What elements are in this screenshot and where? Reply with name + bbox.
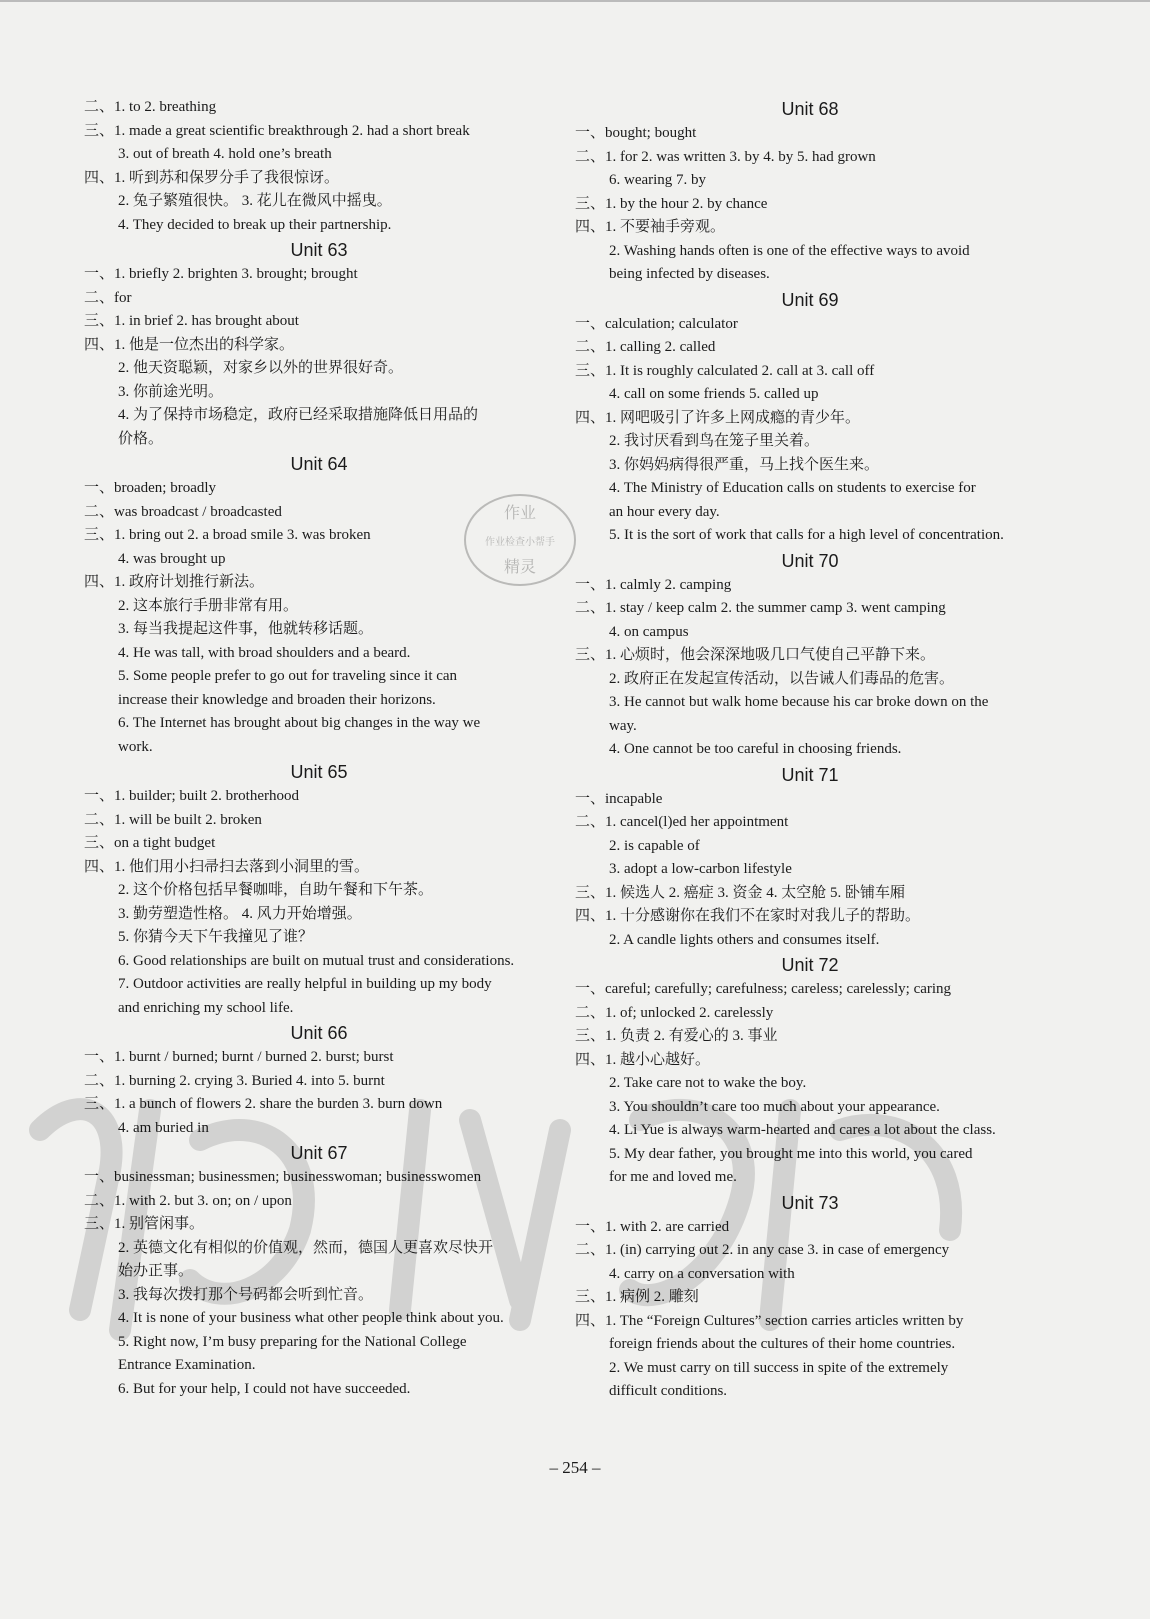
page-number: – 254 – xyxy=(549,1458,601,1477)
answer-text: 1. 听到苏和保罗分手了我很惊讶。 xyxy=(114,169,340,186)
answer-text: 1. cancel(l)ed her appointment xyxy=(605,814,789,830)
answer-text: 1. 不要袖手旁观。 xyxy=(605,219,726,235)
answer-continuation: 6. Good relationships are built on mutual trust and considerations. xyxy=(118,952,515,969)
answer-text: bought; bought xyxy=(605,125,697,141)
answer-continuation: 4. The Ministry of Education calls on students to exercise for xyxy=(609,480,976,496)
answer-row xyxy=(575,407,1045,431)
section-number: 二、 xyxy=(84,1192,115,1209)
answer-row xyxy=(84,785,554,809)
answer-text: 1. by the hour 2. by chance xyxy=(605,195,768,212)
answer-continuation: being infected by diseases. xyxy=(609,266,770,282)
answer-text: 1. with 2. but 3. on; on / upon xyxy=(114,1192,292,1209)
answer-row xyxy=(575,978,1045,1002)
answer-text: incapable xyxy=(605,790,663,807)
answer-text: 1. bring out 2. a broad smile 3. was broken xyxy=(114,527,371,543)
answer-continuation: 4. It is none of your business what other people think about you. xyxy=(118,1310,504,1326)
answer-text: 1. calling 2. called xyxy=(605,339,716,355)
answer-row xyxy=(84,310,554,334)
section-number: 三、 xyxy=(575,884,606,901)
answer-row xyxy=(575,360,1045,384)
unit-heading: Unit 69 xyxy=(781,289,839,310)
stamp-middle-text: 作业检查小帮手 xyxy=(485,537,555,548)
answer-text: 1. 越小心越好。 xyxy=(605,1051,711,1068)
section-number: 三、 xyxy=(84,1096,115,1112)
section-number: 一、 xyxy=(575,1218,606,1235)
section-number: 一、 xyxy=(575,315,606,332)
answer-continuation: 3. You shouldn’t care too much about your appearance. xyxy=(609,1098,940,1115)
answer-text: 1. of; unlocked 2. carelessly xyxy=(605,1004,774,1021)
answer-continuation: 4. on campus xyxy=(609,623,689,640)
answer-row xyxy=(575,313,1045,337)
unit-heading: Unit 73 xyxy=(781,1192,839,1213)
unit-heading: Unit 71 xyxy=(781,764,839,785)
section-number: 四、 xyxy=(84,336,115,353)
answer-row xyxy=(575,336,1045,360)
section-number: 三、 xyxy=(575,195,606,212)
answer-continuation: 2. 政府正在发起宣传活动，以告诫人们毒品的危害。 xyxy=(609,670,955,687)
answer-text: on a tight budget xyxy=(114,835,216,851)
section-number: 四、 xyxy=(575,409,606,426)
answer-row xyxy=(84,96,554,120)
answer-continuation: 4. 为了保持市场稳定，政府已经采取措施降低日用品的 xyxy=(118,407,479,423)
answer-continuation: 2. 兔子繁殖很快。 3. 花儿在微风中摇曳。 xyxy=(118,193,392,209)
section-number: 三、 xyxy=(84,313,115,329)
answer-text: 1. burning 2. crying 3. Buried 4. into 5. burnt xyxy=(114,1072,385,1089)
answer-continuation: 6. wearing 7. by xyxy=(609,172,707,188)
answer-continuation: 5. Some people prefer to go out for traveling since it can xyxy=(118,668,458,684)
section-number: 四、 xyxy=(575,908,606,924)
unit-heading: Unit 65 xyxy=(290,762,348,782)
section-number: 三、 xyxy=(575,647,606,663)
answer-text: 1. briefly 2. brighten 3. brought; brought xyxy=(114,266,358,282)
stamp-bottom-text: 精灵 xyxy=(503,557,537,576)
answer-continuation: 5. Right now, I’m busy preparing for the National College xyxy=(118,1333,467,1350)
answer-continuation: 2. 英德文化有相似的价值观，然而，德国人更喜欢尽快开 xyxy=(118,1239,494,1256)
answer-continuation: 2. 这个价格包括早餐咖啡，自助午餐和下午茶。 xyxy=(118,882,434,898)
answer-continuation: 3. adopt a low-carbon lifestyle xyxy=(609,861,792,877)
section-number: 三、 xyxy=(84,1216,115,1232)
section-number: 一、 xyxy=(84,1049,115,1065)
section-number: 二、 xyxy=(84,811,115,828)
answer-row xyxy=(575,882,1045,906)
answer-row xyxy=(575,216,1045,240)
answer-row xyxy=(575,1025,1045,1049)
answer-text: 1. It is roughly calculated 2. call at 3. call off xyxy=(605,362,875,379)
answer-row xyxy=(84,832,554,856)
section-number: 二、 xyxy=(84,1072,115,1089)
section-number: 二、 xyxy=(575,148,606,165)
answer-continuation: work. xyxy=(118,738,153,755)
answer-continuation: 3. 你前途光明。 xyxy=(118,383,224,400)
answer-row xyxy=(575,905,1045,929)
answer-continuation: for me and loved me. xyxy=(609,1169,737,1185)
answer-row xyxy=(84,120,554,144)
answer-continuation: 3. 每当我提起这件事，他就转移话题。 xyxy=(118,621,374,637)
section-number: 一、 xyxy=(575,125,606,141)
section-number: 一、 xyxy=(84,266,115,282)
answer-text: 1. 候选人 2. 癌症 3. 资金 4. 太空舱 5. 卧铺车厢 xyxy=(605,884,906,901)
answer-row xyxy=(84,263,554,287)
answer-row xyxy=(575,574,1045,598)
background-watermark xyxy=(0,1050,1150,1350)
unit-heading: Unit 70 xyxy=(781,550,839,571)
answer-text: calculation; calculator xyxy=(605,315,738,332)
answer-continuation: 4. Li Yue is always warm-hearted and cares a lot about the class. xyxy=(609,1122,996,1138)
section-number: 四、 xyxy=(575,1051,606,1068)
answer-continuation: 3. He cannot but walk home because his car broke down on the xyxy=(609,694,989,710)
stamp-top-text: 作业 xyxy=(503,503,537,522)
unit-heading: Unit 67 xyxy=(290,1143,348,1163)
answer-text: 1. calmly 2. camping xyxy=(605,576,732,593)
answer-continuation: 5. 你猜今天下午我撞见了谁？ xyxy=(118,929,314,945)
stamp-watermark xyxy=(460,490,580,590)
answer-row xyxy=(575,122,1045,146)
page-top-rule xyxy=(0,0,1150,2)
answer-text: 1. (in) carrying out 2. in any case 3. in case of emergency xyxy=(605,1242,950,1258)
answer-row xyxy=(575,644,1045,668)
answer-text: was broadcast / broadcasted xyxy=(114,503,282,520)
section-number: 一、 xyxy=(84,1169,115,1185)
answer-continuation: 3. 你妈妈病得很严重，马上找个医生来。 xyxy=(609,456,880,473)
answer-continuation: Entrance Examination. xyxy=(118,1357,256,1373)
answer-continuation: an hour every day. xyxy=(609,503,720,520)
answer-continuation: 4. They decided to break up their partnership. xyxy=(118,216,392,233)
section-number: 四、 xyxy=(575,219,606,235)
section-number: 三、 xyxy=(84,527,115,543)
answer-continuation: way. xyxy=(609,717,637,734)
answer-row xyxy=(575,146,1045,170)
section-number: 三、 xyxy=(84,122,115,139)
answer-text: 1. in brief 2. has brought about xyxy=(114,313,299,329)
answer-continuation: 4. He was tall, with broad shoulders and a beard. xyxy=(118,644,411,661)
answer-text: 1. will be built 2. broken xyxy=(114,811,262,828)
section-number: 一、 xyxy=(84,480,115,496)
answer-row xyxy=(84,856,554,880)
answer-continuation: 价格。 xyxy=(118,430,164,447)
section-number: 二、 xyxy=(84,289,115,306)
answer-text: 1. with 2. are carried xyxy=(605,1218,730,1235)
answer-row xyxy=(84,334,554,358)
answer-text: 1. for 2. was written 3. by 4. by 5. had grown xyxy=(605,148,876,165)
answer-continuation: 6. The Internet has brought about big changes in the way we xyxy=(118,715,481,731)
answer-row xyxy=(575,788,1045,812)
section-number: 二、 xyxy=(575,339,606,355)
unit-heading: Unit 64 xyxy=(290,454,348,474)
section-number: 一、 xyxy=(575,981,606,997)
answer-continuation: 2. 这本旅行手册非常有用。 xyxy=(118,597,299,614)
answer-text: 1. 病例 2. 雕刻 xyxy=(605,1289,699,1305)
answer-text: 1. burnt / burned; burnt / burned 2. burst; burst xyxy=(114,1049,394,1065)
answer-continuation: 2. Washing hands often is one of the effective ways to avoid xyxy=(609,242,970,259)
answer-continuation: 4. carry on a conversation with xyxy=(609,1265,795,1282)
section-number: 四、 xyxy=(575,1312,606,1329)
answer-text: businessman; businessmen; businesswoman; businesswomen xyxy=(114,1169,482,1185)
answer-text: 1. 政府计划推行新法。 xyxy=(114,574,265,590)
section-number: 一、 xyxy=(575,790,606,807)
answer-text: broaden; broadly xyxy=(114,480,217,496)
answer-row xyxy=(575,811,1045,835)
section-number: 二、 xyxy=(575,1242,606,1258)
section-number: 三、 xyxy=(84,835,115,851)
answer-continuation: 2. Take care not to wake the boy. xyxy=(609,1075,807,1091)
section-number: 一、 xyxy=(575,576,606,593)
answer-continuation: and enriching my school life. xyxy=(118,999,294,1016)
answer-text: 1. 负责 2. 有爱心的 3. 事业 xyxy=(605,1028,778,1044)
answer-text: 1. 心烦时，他会深深地吸几口气使自己平静下来。 xyxy=(605,647,936,663)
answer-text: 1. stay / keep calm 2. the summer camp 3. went camping xyxy=(605,600,946,616)
answer-continuation: 3. 我每次拨打那个号码都会听到忙音。 xyxy=(118,1286,374,1303)
answer-text: 1. a bunch of flowers 2. share the burden 3. burn down xyxy=(114,1096,443,1112)
answer-continuation: 4. call on some friends 5. called up xyxy=(609,386,819,402)
answer-text: 1. made a great scientific breakthrough 2. had a short break xyxy=(114,122,470,139)
answer-text: 1. 别管闲事。 xyxy=(114,1216,205,1232)
answer-text: 1. to 2. breathing xyxy=(114,99,217,115)
answer-continuation: 5. It is the sort of work that calls for a high level of concentration. xyxy=(609,527,1004,543)
answer-continuation: increase their knowledge and broaden their horizons. xyxy=(118,691,436,708)
unit-heading: Unit 68 xyxy=(781,99,839,119)
answer-row xyxy=(575,193,1045,217)
answer-continuation: 2. is capable of xyxy=(609,837,700,854)
answer-text: 1. 十分感谢你在我们不在家时对我儿子的帮助。 xyxy=(605,908,921,924)
answer-continuation: foreign friends about the cultures of their home countries. xyxy=(609,1336,956,1352)
answer-row xyxy=(84,809,554,833)
section-number: 二、 xyxy=(84,503,115,520)
answer-row xyxy=(84,287,554,311)
unit-heading: Unit 63 xyxy=(290,240,348,260)
answer-continuation: 2. A candle lights others and consumes itself. xyxy=(609,931,880,948)
answer-continuation: difficult conditions. xyxy=(609,1383,728,1399)
section-number: 二、 xyxy=(575,1004,606,1021)
answer-continuation: 2. We must carry on till success in spite of the extremely xyxy=(609,1359,949,1376)
answer-continuation: 4. One cannot be too careful in choosing friends. xyxy=(609,741,902,757)
answer-row xyxy=(575,597,1045,621)
answer-text: 1. builder; built 2. brotherhood xyxy=(114,788,299,804)
section-number: 三、 xyxy=(575,1289,606,1305)
answer-text: careful; carefully; carefulness; careless; carelessly; caring xyxy=(605,981,952,997)
section-number: 四、 xyxy=(84,858,115,875)
section-number: 四、 xyxy=(84,169,115,186)
section-number: 四、 xyxy=(84,574,115,590)
answer-text: 1. 他们用小扫帚扫去落到小洞里的雪。 xyxy=(114,858,370,875)
unit-heading: Unit 72 xyxy=(781,955,839,975)
answer-continuation: 7. Outdoor activities are really helpful in building up my body xyxy=(118,976,492,992)
section-number: 二、 xyxy=(575,600,606,616)
answer-continuation: 6. But for your help, I could not have succeeded. xyxy=(118,1380,411,1397)
section-number: 一、 xyxy=(84,788,115,804)
answer-continuation: 4. was brought up xyxy=(118,550,226,567)
answer-row xyxy=(84,167,554,191)
answer-text: 1. The “Foreign Cultures” section carries articles written by xyxy=(605,1312,964,1329)
answer-continuation: 2. 我讨厌看到鸟在笼子里关着。 xyxy=(609,433,820,449)
answer-row xyxy=(575,1002,1045,1026)
answer-text: for xyxy=(114,289,132,306)
answer-text: 1. 他是一位杰出的科学家。 xyxy=(114,336,295,353)
answer-continuation: 3. out of breath 4. hold one’s breath xyxy=(118,146,332,162)
answer-continuation: 4. am buried in xyxy=(118,1119,209,1136)
section-number: 三、 xyxy=(575,1028,606,1044)
answer-continuation: 3. 勤劳塑造性格。 4. 风力开始增强。 xyxy=(118,905,362,922)
answer-continuation: 始办正事。 xyxy=(118,1263,194,1279)
answer-text: 1. 网吧吸引了许多上网成瘾的青少年。 xyxy=(605,409,861,426)
unit-heading: Unit 66 xyxy=(290,1023,348,1043)
answer-continuation: 2. 他天资聪颖，对家乡以外的世界很好奇。 xyxy=(118,360,404,376)
section-number: 二、 xyxy=(575,814,606,830)
answer-continuation: 5. My dear father, you brought me into this world, you cared xyxy=(609,1145,973,1162)
section-number: 二、 xyxy=(84,99,115,115)
section-number: 三、 xyxy=(575,362,606,379)
